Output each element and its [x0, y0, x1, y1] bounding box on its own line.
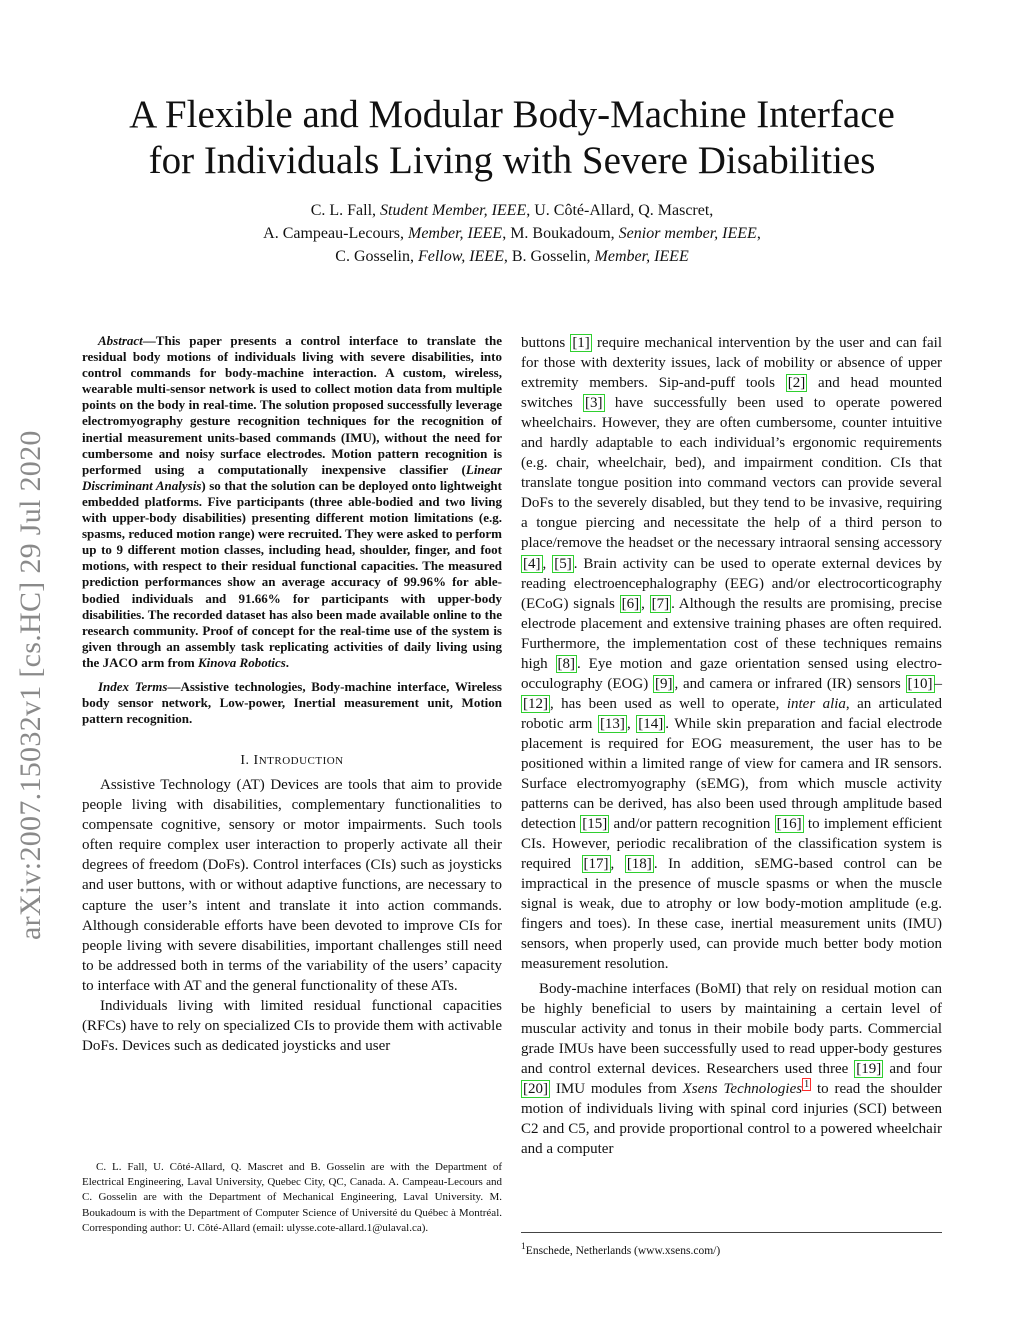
- footnote-mark: 1: [521, 1241, 526, 1252]
- citation-link[interactable]: [16]: [776, 816, 802, 833]
- author-membership: Fellow, IEEE: [417, 248, 504, 265]
- paper-title: [60, 92, 964, 184]
- author-list: [60, 199, 964, 268]
- citation-link[interactable]: [12]: [523, 695, 548, 712]
- title-line-1: A Flexible and Modular Body-Machine Interface: [129, 93, 895, 136]
- arxiv-identifier: arXiv:2007.15032v1 [cs.HC] 29 Jul 2020: [14, 430, 47, 940]
- author-membership: Senior member, IEEE: [618, 225, 757, 242]
- author-line-2: [60, 222, 964, 245]
- citation-link[interactable]: [18]: [626, 856, 652, 873]
- citation-link[interactable]: [14]: [638, 715, 664, 732]
- author-line-1: [60, 199, 964, 222]
- abstract-emphasis: Linear Discriminant Analysis: [82, 461, 502, 493]
- abstract: [82, 333, 502, 671]
- abstract-label: Abstract: [98, 333, 143, 348]
- author-membership: Member, IEEE: [594, 248, 689, 265]
- citation-link[interactable]: [13]: [599, 715, 625, 732]
- body-paragraph: Assistive Technology (AT) Devices are tools that aim to provide people living with disabilities, complementary functionalities to compensate cognitive, sensory or motor impairments. Such tools often require complex user interaction to properly activate all their degrees of freedom (DoFs). Control interfaces (CIs) such as joysticks and user buttons, with or without adaptive functions, are necessary to capture the user’s intent and translate it into action commands. Although considerable efforts have been devoted to improve CIs for people living with severe disabilities, important challenges still need to be addressed both in terms of the variability of the users’ capacity to interface with AT and the general functionality of these ATs.: [82, 777, 502, 994]
- left-column: [82, 333, 502, 1056]
- author-name: , M. Boukadoum,: [502, 225, 619, 242]
- citation-link[interactable]: [9]: [654, 675, 673, 692]
- citation-link[interactable]: [19]: [856, 1060, 882, 1077]
- author-name: , U. Côté-Allard, Q. Mascret,: [526, 202, 714, 219]
- citation-link[interactable]: [10]: [907, 675, 933, 692]
- abstract-text: .: [285, 654, 290, 670]
- author-name: , B. Gosselin,: [503, 248, 595, 265]
- index-terms: [82, 679, 502, 727]
- abstract-emphasis: Kinova Robotics: [198, 654, 286, 670]
- citation-link[interactable]: [7]: [651, 595, 670, 612]
- citation-link[interactable]: [15]: [582, 816, 608, 833]
- citation-link[interactable]: [20]: [523, 1080, 548, 1097]
- author-name: A. Campeau-Lecours,: [263, 225, 408, 242]
- section-name-smallcaps: NTRODUCTION: [258, 755, 344, 768]
- citation-link[interactable]: [3]: [585, 395, 603, 412]
- abstract-text: ) so that the solution can be deployed onto lightweight embedded platforms. Five participants (three able-bodied and two living with upper-body disabilities) presenting different motion limitations (e.g. spasms, reduced motion range) were recruited. They were asked to perform up to 9 different motion classes, including head, shoulder, finger, and foot motions, with respect to their residual functional capacities. The measured prediction performances show an average accuracy of 99.96% for able-bodied individuals and 91.66% for participants with upper-body disabilities. The recorded dataset has also been made available online to the research community. Proof of concept for the real-time use of the system is given through an assembly task replicating activities of daily living using the JACO arm from: [82, 477, 502, 670]
- author-membership: Member, IEEE: [408, 225, 503, 242]
- title-line-2: for Individuals Living with Severe Disabilities: [148, 139, 876, 182]
- citation-link[interactable]: [6]: [621, 595, 640, 612]
- footnote-text: Enschede, Netherlands (www.xsens.com/): [525, 1244, 721, 1257]
- author-line-3: [60, 245, 964, 268]
- section-name: I: [253, 753, 259, 769]
- citation-link[interactable]: [17]: [583, 856, 609, 873]
- right-column: [521, 333, 942, 1159]
- xsens-footnote: [521, 1232, 942, 1259]
- index-terms-text: —Assistive technologies, Body-machine interface, Wireless body sensor network, Low-power, Inertial measurement unit, Motion pattern recognition.: [82, 678, 502, 727]
- section-number: I.: [240, 753, 254, 769]
- citation-link[interactable]: [5]: [554, 555, 572, 572]
- footnote-link[interactable]: 1: [804, 1078, 810, 1090]
- affiliation-footnote: C. L. Fall, U. Côté-Allard, Q. Mascret and B. Gosselin are with the Department of Electrical Engineering, Laval University, Quebec City, QC, Canada. A. Campeau-Lecours and C. Gosselin are with the Department of Mechanical Engineering, Laval University. M. Boukadoum is with the Department of Computer Science of Université du Québec à Montréal. Corresponding author: U. Côté-Allard (email: ulysse.cote-allard.1@ulaval.ca).: [82, 1161, 502, 1234]
- section-heading-introduction: [82, 753, 502, 769]
- citation-link[interactable]: [2]: [787, 375, 806, 392]
- citation-link[interactable]: [1]: [572, 335, 590, 351]
- author-name: C. Gosselin,: [335, 248, 418, 265]
- index-terms-label: Index Terms: [98, 678, 168, 694]
- citation-link[interactable]: [8]: [557, 655, 576, 672]
- author-separator: ,: [756, 225, 761, 242]
- body-paragraph: Body-machine interfaces (BoMI) that rely on residual motion can be highly beneficial to users by maintaining a certain level of muscular activity and tonus in their mobile body parts. Commercial grade IMUs have been successfully used to read upper-body gestures and control external devices. Researchers used three [19] and four [20] IMU modules from Xsens Technologies $^1$ to read the shoulder motion of individuals living with spinal cord injuries (SCI) between C2 and C5, and provide proportional control to a powered wheelchair and a computer: [521, 980, 943, 1157]
- citation-link[interactable]: [4]: [523, 555, 541, 572]
- author-name: C. L. Fall,: [310, 202, 381, 219]
- abstract-text: —This paper presents a control interface to translate the residual body motions of individuals living with severe disabilities, into control commands for body-machine interaction. A custom, wireless, wearable multi-sensor network is used to collect motion data from multiple points on the body in real-time. The solution proposed successfully leverage electromyography gesture recognition techniques for the recognition of inertial measurement units-based commands (IMU), without the need for cumbersome and noisy surface electrodes. Motion pattern recognition is performed using a computationally inexpensive classifier (: [82, 333, 502, 477]
- author-membership: Student Member, IEEE: [380, 202, 527, 219]
- body-paragraph: buttons [1] require mechanical intervention by the user and can fail for those with dexterity issues, lack of mobility or absence of upper extremity members. Sip-and-puff tools [2] and head mounted switches [3] have successfully been used to operate powered wheelchairs. However, they are often cumbersome, counter intuitive and hardly adaptable to each individual’s ergonomic requirements (e.g. chair, wheelchair, bed), and impairment condition. CIs that translate tongue position into command vectors can provide several DoFs to the severely disabled, but they tend to be invasive, requiring a tongue piercing and necessitate the help of a third person to place/remove the headset or the necessary intraoral sensing accessory [4] , [5] . Brain activity can be used to operate external devices by reading electroencephalography (EEG) and/or electrocorticography (ECoG) signals [6] , [7] . Although the results are promising, precise electrode placement and extensive training phases are often required. Furthermore, the implementation cost of these techniques remains high [8] . Eye motion and gaze orientation sensed using electro-occulography (EOG) [9] , and camera or infrared (IR) sensors [10] –[12] , has been used as well to operate, inter alia, an articulated robotic arm [13] , [14] . While skin preparation and facial electrode placement is required for EOG measurement, the user has to be positioned within a limited range of view for camera and IR sensors. Surface electromyography (sEMG), from which muscle activity patterns can be derived, has also been used through amplitude based detection [15] and/or pattern recognition [16] to implement efficient CIs. However, periodic recalibration of the classification system is required [17] , [18] . In addition, sEMG-based control can be impractical in the presence of muscle spasms or when the muscle signal is weak, due to atrophy or low body-motion amplitude (e.g. fingers and toes). In these case, inertial measurement units (IMU) sensors, when properly used, can provide much better body motion measurement resolution.: [521, 335, 943, 973]
- body-paragraph: Individuals living with limited residual functional capacities (RFCs) have to rely on specialized CIs to provide them with activable DoFs. Devices such as dedicated joysticks and user: [82, 997, 502, 1054]
